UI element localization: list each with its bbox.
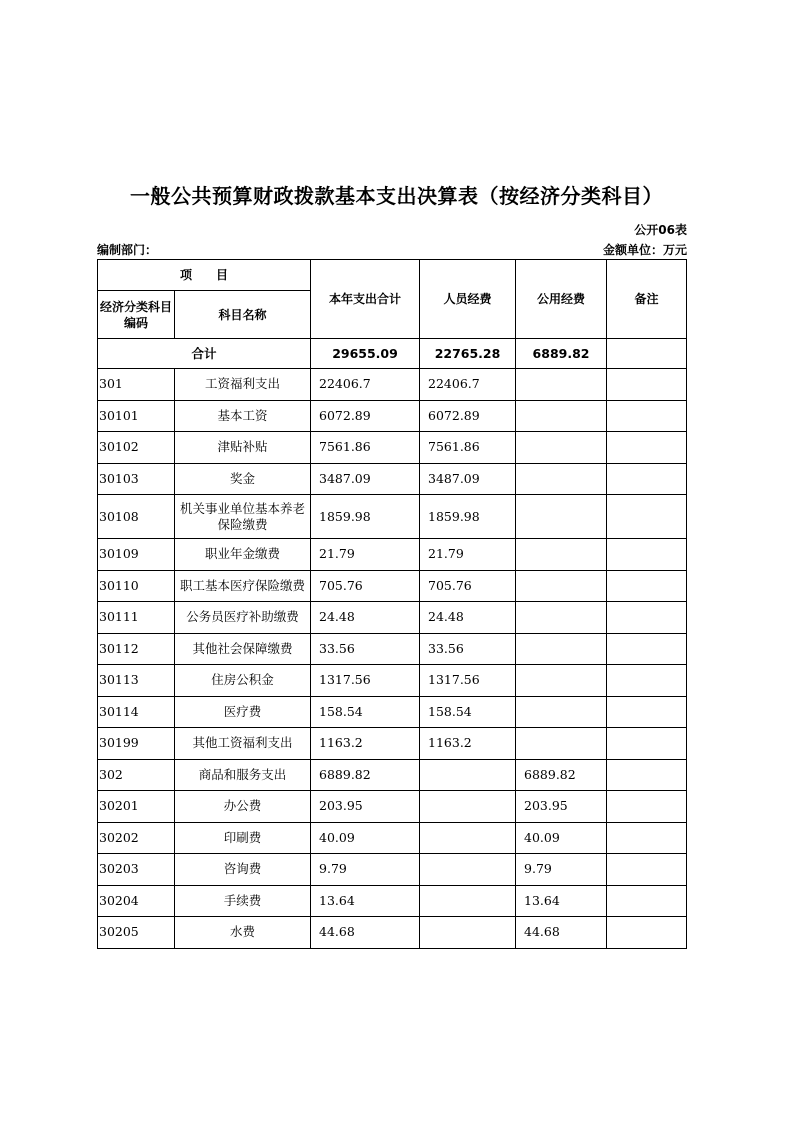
row-code: 30111 bbox=[98, 602, 175, 634]
row-public bbox=[516, 463, 607, 495]
row-code: 30201 bbox=[98, 791, 175, 823]
table-row bbox=[98, 432, 687, 464]
row-note bbox=[607, 495, 687, 539]
table-row bbox=[98, 696, 687, 728]
row-name: 津贴补贴 bbox=[175, 432, 311, 464]
row-note bbox=[607, 570, 687, 602]
row-code: 30112 bbox=[98, 633, 175, 665]
row-total: 1163.2 bbox=[311, 728, 420, 760]
row-total: 9.79 bbox=[311, 854, 420, 886]
row-public bbox=[516, 602, 607, 634]
row-personnel: 33.56 bbox=[420, 633, 516, 665]
row-personnel: 1163.2 bbox=[420, 728, 516, 760]
row-note bbox=[607, 854, 687, 886]
row-note bbox=[607, 400, 687, 432]
row-public: 13.64 bbox=[516, 885, 607, 917]
total-note bbox=[607, 339, 687, 369]
row-total: 1859.98 bbox=[311, 495, 420, 539]
row-note bbox=[607, 759, 687, 791]
row-total: 6889.82 bbox=[311, 759, 420, 791]
row-code: 30101 bbox=[98, 400, 175, 432]
total-amount: 29655.09 bbox=[311, 339, 420, 369]
row-note bbox=[607, 539, 687, 571]
total-row bbox=[98, 339, 687, 369]
row-total: 44.68 bbox=[311, 917, 420, 949]
row-personnel: 6072.89 bbox=[420, 400, 516, 432]
row-note bbox=[607, 633, 687, 665]
table-row bbox=[98, 400, 687, 432]
row-personnel bbox=[420, 822, 516, 854]
row-note bbox=[607, 696, 687, 728]
row-public bbox=[516, 432, 607, 464]
row-name: 职业年金缴费 bbox=[175, 539, 311, 571]
total-public: 6889.82 bbox=[516, 339, 607, 369]
table-row bbox=[98, 917, 687, 949]
row-public: 44.68 bbox=[516, 917, 607, 949]
total-label: 合计 bbox=[98, 339, 311, 369]
row-note bbox=[607, 432, 687, 464]
row-code: 30102 bbox=[98, 432, 175, 464]
row-note bbox=[607, 369, 687, 401]
row-code: 30113 bbox=[98, 665, 175, 697]
row-note bbox=[607, 728, 687, 760]
row-personnel: 1859.98 bbox=[420, 495, 516, 539]
amount-unit-label: 金额单位：万元 bbox=[602, 243, 687, 257]
total-personnel: 22765.28 bbox=[420, 339, 516, 369]
header-name: 科目名称 bbox=[175, 291, 311, 339]
row-total: 1317.56 bbox=[311, 665, 420, 697]
row-name: 医疗费 bbox=[175, 696, 311, 728]
row-public: 6889.82 bbox=[516, 759, 607, 791]
row-note bbox=[607, 885, 687, 917]
row-personnel: 3487.09 bbox=[420, 463, 516, 495]
row-total: 40.09 bbox=[311, 822, 420, 854]
row-code: 30110 bbox=[98, 570, 175, 602]
row-public: 40.09 bbox=[516, 822, 607, 854]
row-name: 职工基本医疗保险缴费 bbox=[175, 570, 311, 602]
row-name: 其他工资福利支出 bbox=[175, 728, 311, 760]
row-note bbox=[607, 463, 687, 495]
table-row bbox=[98, 885, 687, 917]
row-total: 3487.09 bbox=[311, 463, 420, 495]
row-personnel: 7561.86 bbox=[420, 432, 516, 464]
row-personnel bbox=[420, 854, 516, 886]
row-public bbox=[516, 570, 607, 602]
table-row bbox=[98, 822, 687, 854]
row-personnel: 1317.56 bbox=[420, 665, 516, 697]
row-public: 9.79 bbox=[516, 854, 607, 886]
row-personnel: 705.76 bbox=[420, 570, 516, 602]
row-total: 21.79 bbox=[311, 539, 420, 571]
row-code: 302 bbox=[98, 759, 175, 791]
row-public bbox=[516, 400, 607, 432]
row-total: 705.76 bbox=[311, 570, 420, 602]
row-name: 咨询费 bbox=[175, 854, 311, 886]
row-personnel bbox=[420, 917, 516, 949]
row-code: 30199 bbox=[98, 728, 175, 760]
row-name: 商品和服务支出 bbox=[175, 759, 311, 791]
row-code: 30103 bbox=[98, 463, 175, 495]
row-name: 奖金 bbox=[175, 463, 311, 495]
row-name: 公务员医疗补助缴费 bbox=[175, 602, 311, 634]
row-name: 水费 bbox=[175, 917, 311, 949]
row-public bbox=[516, 665, 607, 697]
table-row bbox=[98, 728, 687, 760]
table-row bbox=[98, 495, 687, 539]
row-code: 30205 bbox=[98, 917, 175, 949]
table-row bbox=[98, 570, 687, 602]
header-project: 项 目 bbox=[98, 260, 311, 291]
row-code: 301 bbox=[98, 369, 175, 401]
table-row bbox=[98, 665, 687, 697]
row-name: 工资福利支出 bbox=[175, 369, 311, 401]
row-name: 机关事业单位基本养老保险缴费 bbox=[175, 495, 311, 539]
form-number: 公开06表 bbox=[634, 223, 687, 237]
row-personnel bbox=[420, 759, 516, 791]
row-personnel: 158.54 bbox=[420, 696, 516, 728]
header-note: 备注 bbox=[607, 260, 687, 339]
row-public bbox=[516, 696, 607, 728]
row-total: 203.95 bbox=[311, 791, 420, 823]
row-name: 印刷费 bbox=[175, 822, 311, 854]
department-label: 编制部门： bbox=[97, 243, 158, 257]
table-row bbox=[98, 633, 687, 665]
row-personnel bbox=[420, 885, 516, 917]
header-personnel: 人员经费 bbox=[420, 260, 516, 339]
row-code: 30202 bbox=[98, 822, 175, 854]
row-public bbox=[516, 728, 607, 760]
table-row bbox=[98, 602, 687, 634]
header-total: 本年支出合计 bbox=[311, 260, 420, 339]
table-row bbox=[98, 463, 687, 495]
expenditure-table bbox=[97, 259, 687, 949]
row-public bbox=[516, 369, 607, 401]
header-public: 公用经费 bbox=[516, 260, 607, 339]
row-name: 基本工资 bbox=[175, 400, 311, 432]
row-total: 7561.86 bbox=[311, 432, 420, 464]
row-name: 其他社会保障缴费 bbox=[175, 633, 311, 665]
row-public bbox=[516, 633, 607, 665]
row-name: 手续费 bbox=[175, 885, 311, 917]
row-note bbox=[607, 602, 687, 634]
row-personnel: 24.48 bbox=[420, 602, 516, 634]
table-row bbox=[98, 759, 687, 791]
table-row bbox=[98, 369, 687, 401]
row-total: 33.56 bbox=[311, 633, 420, 665]
table-row bbox=[98, 539, 687, 571]
row-personnel: 21.79 bbox=[420, 539, 516, 571]
row-code: 30203 bbox=[98, 854, 175, 886]
row-note bbox=[607, 791, 687, 823]
row-code: 30114 bbox=[98, 696, 175, 728]
row-total: 13.64 bbox=[311, 885, 420, 917]
row-public bbox=[516, 495, 607, 539]
row-name: 住房公积金 bbox=[175, 665, 311, 697]
row-total: 24.48 bbox=[311, 602, 420, 634]
row-personnel bbox=[420, 791, 516, 823]
table-row bbox=[98, 791, 687, 823]
row-public: 203.95 bbox=[516, 791, 607, 823]
row-public bbox=[516, 539, 607, 571]
row-note bbox=[607, 822, 687, 854]
table-row bbox=[98, 854, 687, 886]
row-personnel: 22406.7 bbox=[420, 369, 516, 401]
row-code: 30204 bbox=[98, 885, 175, 917]
row-note bbox=[607, 917, 687, 949]
row-code: 30108 bbox=[98, 495, 175, 539]
row-name: 办公费 bbox=[175, 791, 311, 823]
page-title: 一般公共预算财政拨款基本支出决算表（按经济分类科目） bbox=[130, 184, 663, 208]
row-code: 30109 bbox=[98, 539, 175, 571]
row-total: 22406.7 bbox=[311, 369, 420, 401]
row-note bbox=[607, 665, 687, 697]
row-total: 6072.89 bbox=[311, 400, 420, 432]
header-code: 经济分类科目编码 bbox=[98, 291, 175, 339]
row-total: 158.54 bbox=[311, 696, 420, 728]
